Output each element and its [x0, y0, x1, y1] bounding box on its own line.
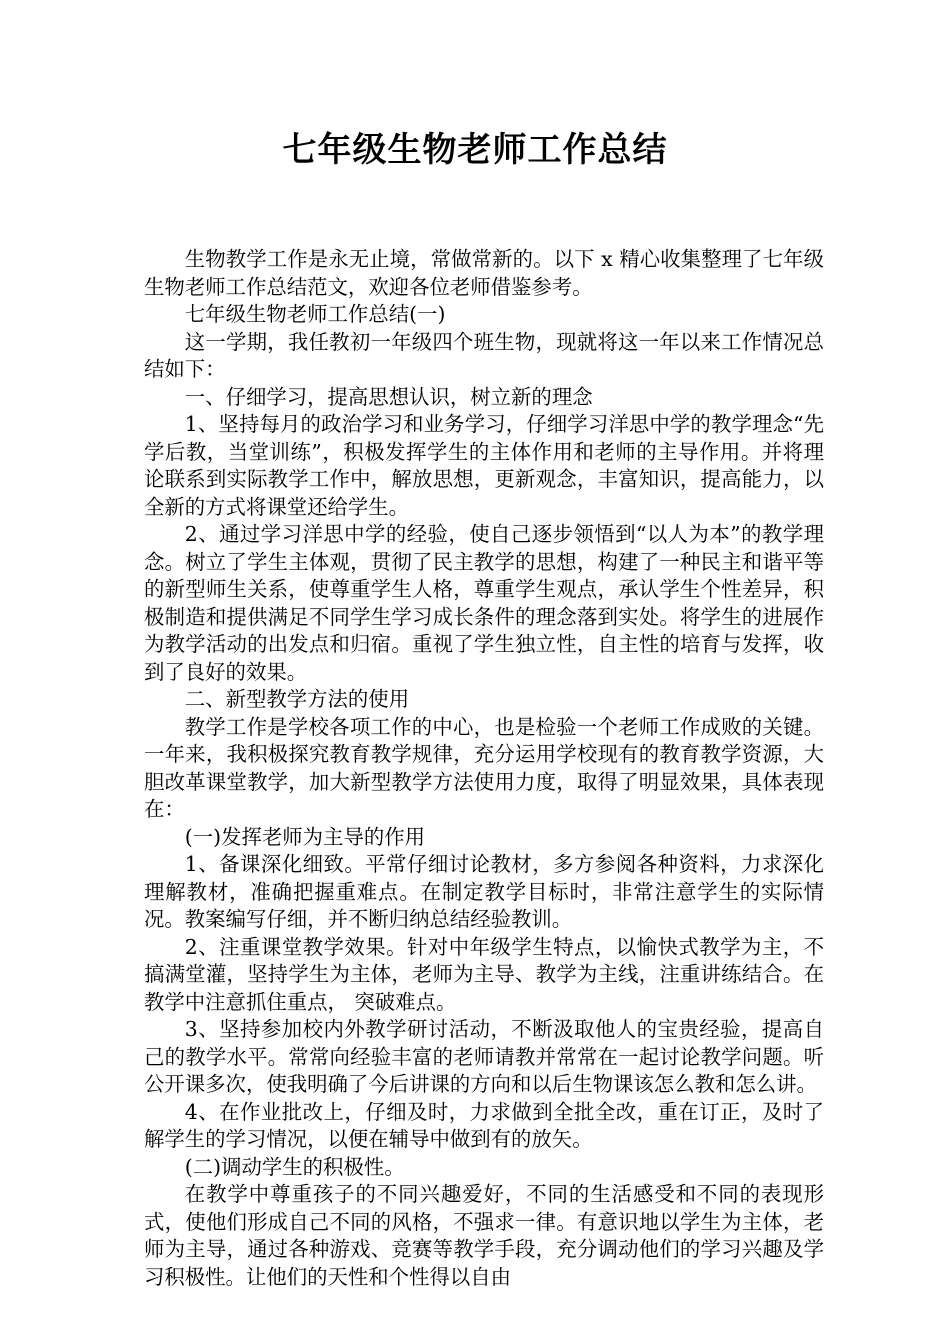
- paragraph: 1、备课深化细致。平常仔细讨论教材，多方参阅各种资料，力求深化理解教材，准确把握重难点。在制定教学目标时，非常注意学生的实际情况。教案编写仔细，并不断归纳总结经验教训。: [144, 852, 824, 931]
- paragraph: 1、坚持每月的政治学习和业务学习，仔细学习洋思中学的教学理念“先学后教，当堂训练”，积极发挥学生的主体作用和老师的主导作用。并将理论联系到实际教学工作中，解放思想，更新观念，丰富知识，提高能力，以全新的方式将课堂还给学生。: [144, 412, 824, 519]
- section-heading: 二、新型教学方法的使用: [184, 687, 410, 711]
- paragraph: 4、在作业批改上，仔细及时，力求做到全批全改，重在订正，及时了解学生的学习情况，以便在辅导中做到有的放矢。: [144, 1099, 824, 1151]
- paragraph: 2、注重课堂教学效果。针对中年级学生特点，以愉快式教学为主，不搞满堂灌，坚持学生为主体，老师为主导、教学为主线，注重讲练结合。在教学中注意抓住重点， 突破难点。: [144, 934, 824, 1014]
- subsection-heading: (一)发挥老师为主导的作用: [184, 824, 426, 849]
- subsection-heading: (二)调动学生的积极性。: [184, 1154, 405, 1179]
- section-heading: 一、仔细学习，提高思想认识，树立新的理念: [184, 384, 593, 409]
- document-title: 七年级生物老师工作总结: [282, 130, 668, 170]
- document-body: [144, 246, 824, 1291]
- paragraph: 教学工作是学校各项工作的中心，也是检验一个老师工作成败的关键。一年来，我积极探究教育教学规律，充分运用学校现有的教育教学资源，大胆改革课堂教学，加大新型教学方法使用力度，取得了明显效果，具体表现在：: [144, 714, 824, 821]
- paragraph: 生物教学工作是永无止境，常做常新的。以下 x 精心收集整理了七年级生物老师工作总结范文，欢迎各位老师借鉴参考。: [144, 247, 824, 299]
- paragraph: 在教学中尊重孩子的不同兴趣爱好，不同的生活感受和不同的表现形式，使他们形成自己不同的风格，不强求一律。有意识地以学生为主体，老师为主导，通过各种游戏、竞赛等教学手段，充分调动他们的学习兴趣及学习积极性。让他们的天性和个性得以自由: [144, 1182, 824, 1289]
- paragraph: 这一学期，我任教初一年级四个班生物，现就将这一年以来工作情况总结如下：: [144, 329, 824, 381]
- paragraph: 3、坚持参加校内外教学研讨活动，不断汲取他人的宝贵经验，提高自己的教学水平。常常向经验丰富的老师请教并常常在一起讨论教学问题。听公开课多次，使我明确了今后讲课的方向和以后生物课该怎么教和怎么讲。: [144, 1017, 824, 1096]
- paragraph: 七年级生物老师工作总结(一): [184, 302, 446, 326]
- paragraph: 2、通过学习洋思中学的经验，使自己逐步领悟到“以人为本”的教学理念。树立了学生主体观，贯彻了民主教学的思想，构建了一种民主和谐平等的新型师生关系，使尊重学生人格，尊重学生观点，承认学生个性差异，积极制造和提供满足不同学生学习成长条件的理念落到实处。将学生的进展作为教学活动的出发点和归宿。重视了学生独立性，自主性的培育与发挥，收到了良好的效果。: [144, 522, 824, 684]
